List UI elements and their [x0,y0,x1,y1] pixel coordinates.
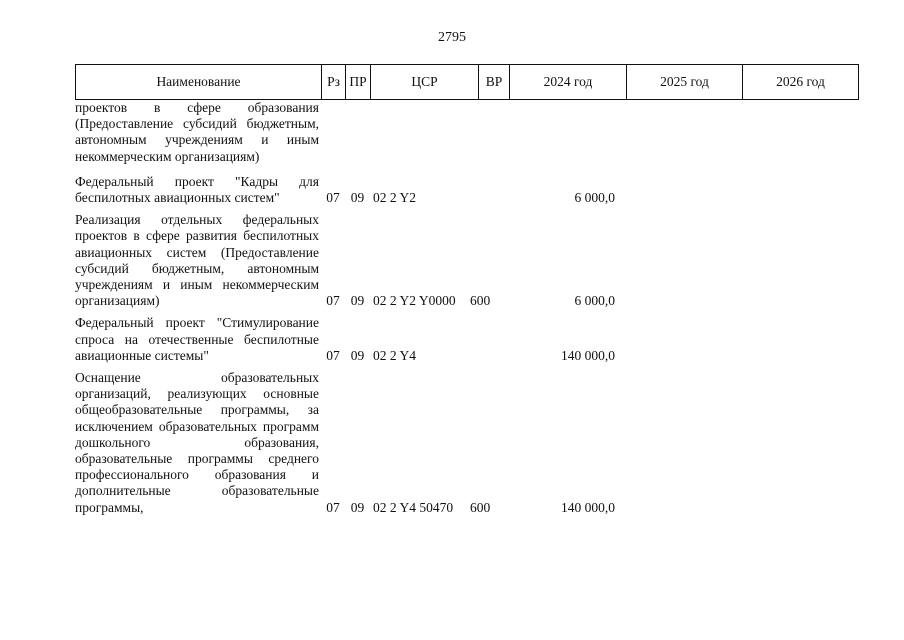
row-name: Оснащение образовательных организаций, реализующих основные общеобразовательные программы, за исключением образовательных программ дошкольного образования, образовательные программы среднего профессионального образования и дополнительные образовательные программы, [75,370,319,515]
header-rz: Рз [322,65,346,100]
row-vr: 600 [470,293,491,309]
row-amount-2024: 6 000,0 [574,190,615,206]
header-2024: 2024 год [510,65,627,100]
row-amount-2024: 6 000,0 [574,293,615,309]
row-pr: 09 [350,499,365,515]
table-header [75,64,859,100]
row-rz: 07 [326,293,340,309]
header-vr: ВР [479,65,510,100]
row-name: Федеральный проект "Кадры для беспилотных авиационных систем" [75,173,319,206]
row-amount-2024: 140 000,0 [561,347,615,363]
row-pr: 09 [350,190,365,206]
header-2026: 2026 год [743,65,859,100]
table-row [75,370,853,516]
row-rz: 07 [326,190,340,206]
row-amount-2024: 140 000,0 [561,499,615,515]
budget-rows [75,100,853,522]
row-csr: 02 2 Y2 [373,190,416,206]
row-name: Реализация отдельных федеральных проектов в сфере развития беспилотных авиационных систем (Предоставление субсидий бюджетным, автономным учреждениям и иным некоммерческим организациям) [75,212,319,309]
table-row [75,212,853,309]
table-row [75,174,853,206]
header-2025: 2025 год [627,65,743,100]
row-pr: 09 [350,347,365,363]
row-name: проектов в сфере образования (Предоставление субсидий бюджетным, автономным учреждениям и иным некоммерческим организациям) [75,100,319,164]
row-csr: 02 2 Y4 [373,347,416,363]
row-pr: 09 [350,293,365,309]
header-csr: ЦСР [371,65,479,100]
row-rz: 07 [326,347,340,363]
header-name: Наименование [76,65,322,100]
row-csr: 02 2 Y4 50470 [373,499,454,515]
page-number: 2795 [438,30,466,45]
row-vr: 600 [470,499,491,515]
row-name: Федеральный проект "Стимулирование спроса на отечественные беспилотные авиационные системы" [75,315,319,363]
table-row [75,315,853,364]
table-row [75,100,853,165]
row-csr: 02 2 Y2 Y0000 [373,293,456,309]
header-pr: ПР [346,65,371,100]
row-rz: 07 [326,499,340,515]
